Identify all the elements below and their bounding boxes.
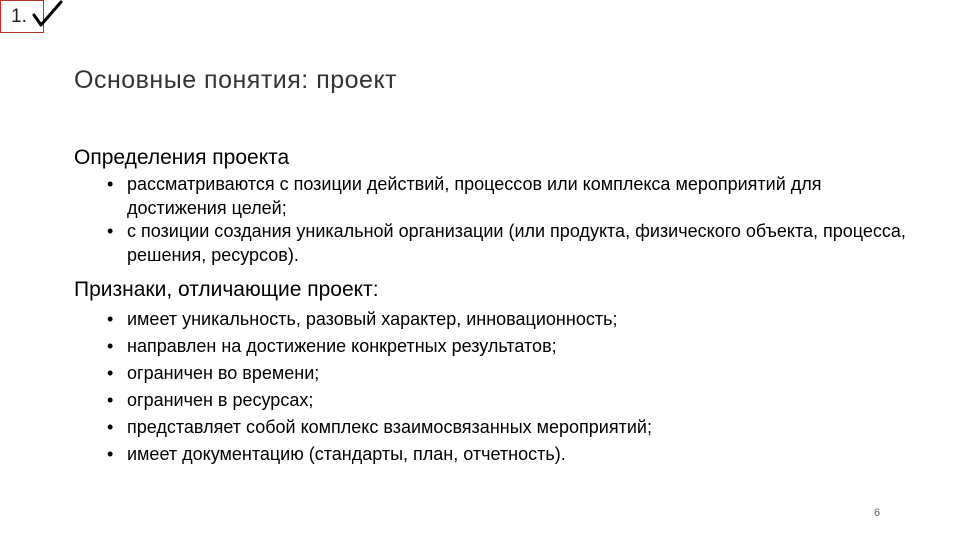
- list-item: [107, 306, 867, 333]
- list-item-text: ограничен во времени;: [127, 363, 320, 383]
- bullet-icon: •: [107, 390, 114, 410]
- list-item-text: направлен на достижение конкретных результатов;: [127, 336, 557, 356]
- definitions-list: [107, 173, 907, 267]
- bullet-icon: •: [107, 417, 114, 437]
- slide-title: Основные понятия: проект: [74, 66, 398, 94]
- list-item: [107, 387, 867, 414]
- bullet-icon: •: [107, 221, 114, 241]
- bullet-icon: •: [107, 336, 114, 356]
- list-item: [107, 414, 867, 441]
- list-item: [107, 173, 907, 220]
- list-item: [107, 333, 867, 360]
- bullet-icon: •: [107, 174, 114, 194]
- bullet-icon: •: [107, 363, 114, 383]
- check-icon: [30, 0, 66, 30]
- list-item-text: имеет уникальность, разовый характер, инновационность;: [127, 309, 618, 329]
- features-list: [107, 306, 867, 468]
- list-item: [107, 360, 867, 387]
- list-item-text: ограничен в ресурсах;: [127, 390, 314, 410]
- list-item-text: рассматриваются с позиции действий, процессов или комплекса мероприятий для достижения целей;: [127, 174, 822, 218]
- list-item-text: представляет собой комплекс взаимосвязанных мероприятий;: [127, 417, 652, 437]
- list-item: [107, 220, 907, 267]
- page-number: 6: [874, 507, 881, 519]
- bullet-icon: •: [107, 444, 114, 464]
- list-item-text: имеет документацию (стандарты, план, отчетность).: [127, 444, 566, 464]
- definitions-heading: Определения проекта: [74, 146, 290, 169]
- features-heading: Признаки, отличающие проект:: [74, 278, 379, 301]
- slide-number: 1.: [11, 6, 27, 27]
- list-item-text: с позиции создания уникальной организации (или продукта, физического объекта, процесса, решения, ресурсов).: [127, 221, 906, 265]
- list-item: [107, 441, 867, 468]
- bullet-icon: •: [107, 309, 114, 329]
